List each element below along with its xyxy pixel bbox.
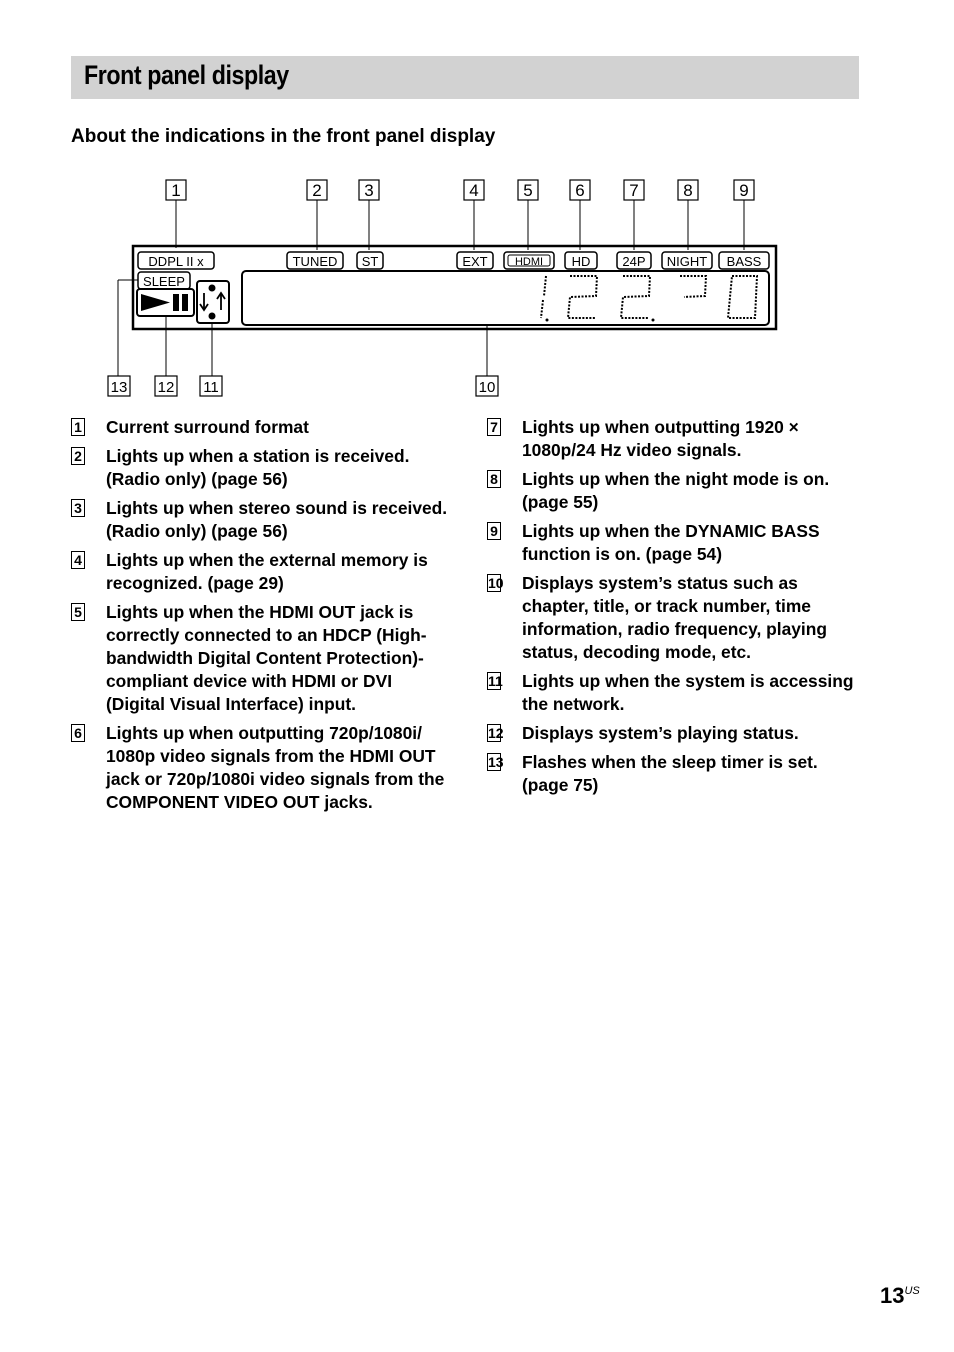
svg-text:HD: HD xyxy=(571,254,591,269)
play-pause-icon xyxy=(137,289,194,316)
svg-text:DDPL II x: DDPL II x xyxy=(148,254,204,269)
description-item: 4 Lights up when the external memory is recognized. (page 29) xyxy=(71,549,451,595)
callout-8 xyxy=(678,180,698,250)
page-number: $13^{US}$ xyxy=(880,1283,920,1308)
description-item: 6 Lights up when outputting 720p/1080i/ 1080p video signals from the HDMI OUT jack or 720p/1080i video signals from the COMPONENT VIDEO OUT jacks. xyxy=(71,722,451,814)
svg-text:EXT: EXT xyxy=(462,254,488,269)
svg-text:2: 2 xyxy=(312,181,322,200)
description-item: 2 Lights up when a station is received. (Radio only) (page 56) xyxy=(71,445,451,491)
callout-11 xyxy=(200,376,222,396)
item-number: 9 xyxy=(487,522,501,540)
callout-3 xyxy=(359,180,379,250)
callout-6 xyxy=(570,180,590,250)
svg-text:1: 1 xyxy=(171,181,181,200)
item-number: 11 xyxy=(488,673,503,689)
indicator-sleep xyxy=(138,272,190,289)
item-number: 8 xyxy=(487,470,501,488)
indicator-24p xyxy=(617,252,651,269)
page-title: Front panel display xyxy=(84,60,289,90)
callout-2 xyxy=(307,180,327,250)
description-item: 10 Displays system’s status such as chapter, title, or track number, time information, radio frequency, playing status, decoding mode, etc. xyxy=(488,573,828,662)
svg-text:TUNED: TUNED xyxy=(292,254,338,269)
item-number: 2 xyxy=(71,447,85,465)
indicator-hd xyxy=(565,252,597,269)
svg-text:10: 10 xyxy=(478,379,496,396)
item-number: 5 xyxy=(71,603,85,621)
indicator-night xyxy=(662,252,712,269)
svg-text:7: 7 xyxy=(629,181,639,200)
svg-text:6: 6 xyxy=(575,181,585,200)
svg-text:ST: ST xyxy=(361,254,379,269)
callout-4 xyxy=(464,180,484,250)
svg-text:HDMI: HDMI xyxy=(514,256,544,268)
item-number: 12 xyxy=(488,725,504,741)
svg-text:9: 9 xyxy=(739,181,749,200)
description-item: 3 Lights up when stereo sound is received. (Radio only) (page 56) xyxy=(71,497,451,543)
description-item: 13 Flashes when the sleep timer is set. (page 75) xyxy=(488,752,818,795)
svg-text:SLEEP: SLEEP xyxy=(143,274,185,289)
status-readout-frame xyxy=(242,271,769,325)
front-panel-diagram xyxy=(100,170,780,405)
segment-readout xyxy=(541,276,757,322)
indicator-st xyxy=(357,252,383,269)
svg-text:24P: 24P xyxy=(622,254,646,269)
callout-12 xyxy=(155,376,177,396)
svg-text:3: 3 xyxy=(364,181,374,200)
item-number: 4 xyxy=(71,551,85,569)
indicator-tuned xyxy=(287,252,343,269)
svg-text:11: 11 xyxy=(203,379,219,396)
item-number: 3 xyxy=(71,499,85,517)
callout-7 xyxy=(624,180,644,250)
item-number: 10 xyxy=(488,575,504,591)
description-item: 11 Lights up when the system is accessing the network. xyxy=(488,671,854,714)
svg-text:BASS: BASS xyxy=(726,254,762,269)
description-item: 7 Lights up when outputting 1920 × 1080p/24 Hz video signals. xyxy=(487,416,857,462)
svg-text:4: 4 xyxy=(469,181,479,200)
indicator-dolby-pl2x xyxy=(138,252,214,269)
callout-5 xyxy=(518,180,538,250)
callout-10 xyxy=(476,376,498,396)
indicator-bass xyxy=(719,252,769,269)
svg-text:5: 5 xyxy=(523,181,533,200)
description-item: 8 Lights up when the night mode is on. (page 55) xyxy=(487,468,857,514)
svg-text:8: 8 xyxy=(683,181,693,200)
description-list-right xyxy=(487,416,857,803)
item-number: 7 xyxy=(487,418,501,436)
callout-1 xyxy=(166,180,186,248)
description-item: 9 Lights up when the DYNAMIC BASS function is on. (page 54) xyxy=(487,520,857,566)
item-number: 1 xyxy=(71,418,85,436)
indicator-hdmi xyxy=(504,252,554,269)
svg-text:12: 12 xyxy=(157,379,175,396)
section-subheading: About the indications in the front panel display xyxy=(71,126,496,147)
description-item: 1 Current surround format xyxy=(71,416,451,439)
description-item: 12 Displays system’s playing status. xyxy=(488,723,799,743)
svg-text:NIGHT: NIGHT xyxy=(666,254,708,269)
description-item: 5 Lights up when the HDMI OUT jack is correctly connected to an HDCP (High-bandwidth Digital Content Protection)-compliant device with HDMI or DVI (Digital Visual Interface) input. xyxy=(71,601,451,716)
callout-13 xyxy=(108,376,130,396)
network-icon xyxy=(197,281,229,323)
callout-9 xyxy=(734,180,754,250)
indicator-ext xyxy=(457,252,493,269)
description-list-left xyxy=(71,416,451,820)
svg-text:13: 13 xyxy=(110,379,128,396)
item-number: 13 xyxy=(488,754,504,770)
item-number: 6 xyxy=(71,724,85,742)
